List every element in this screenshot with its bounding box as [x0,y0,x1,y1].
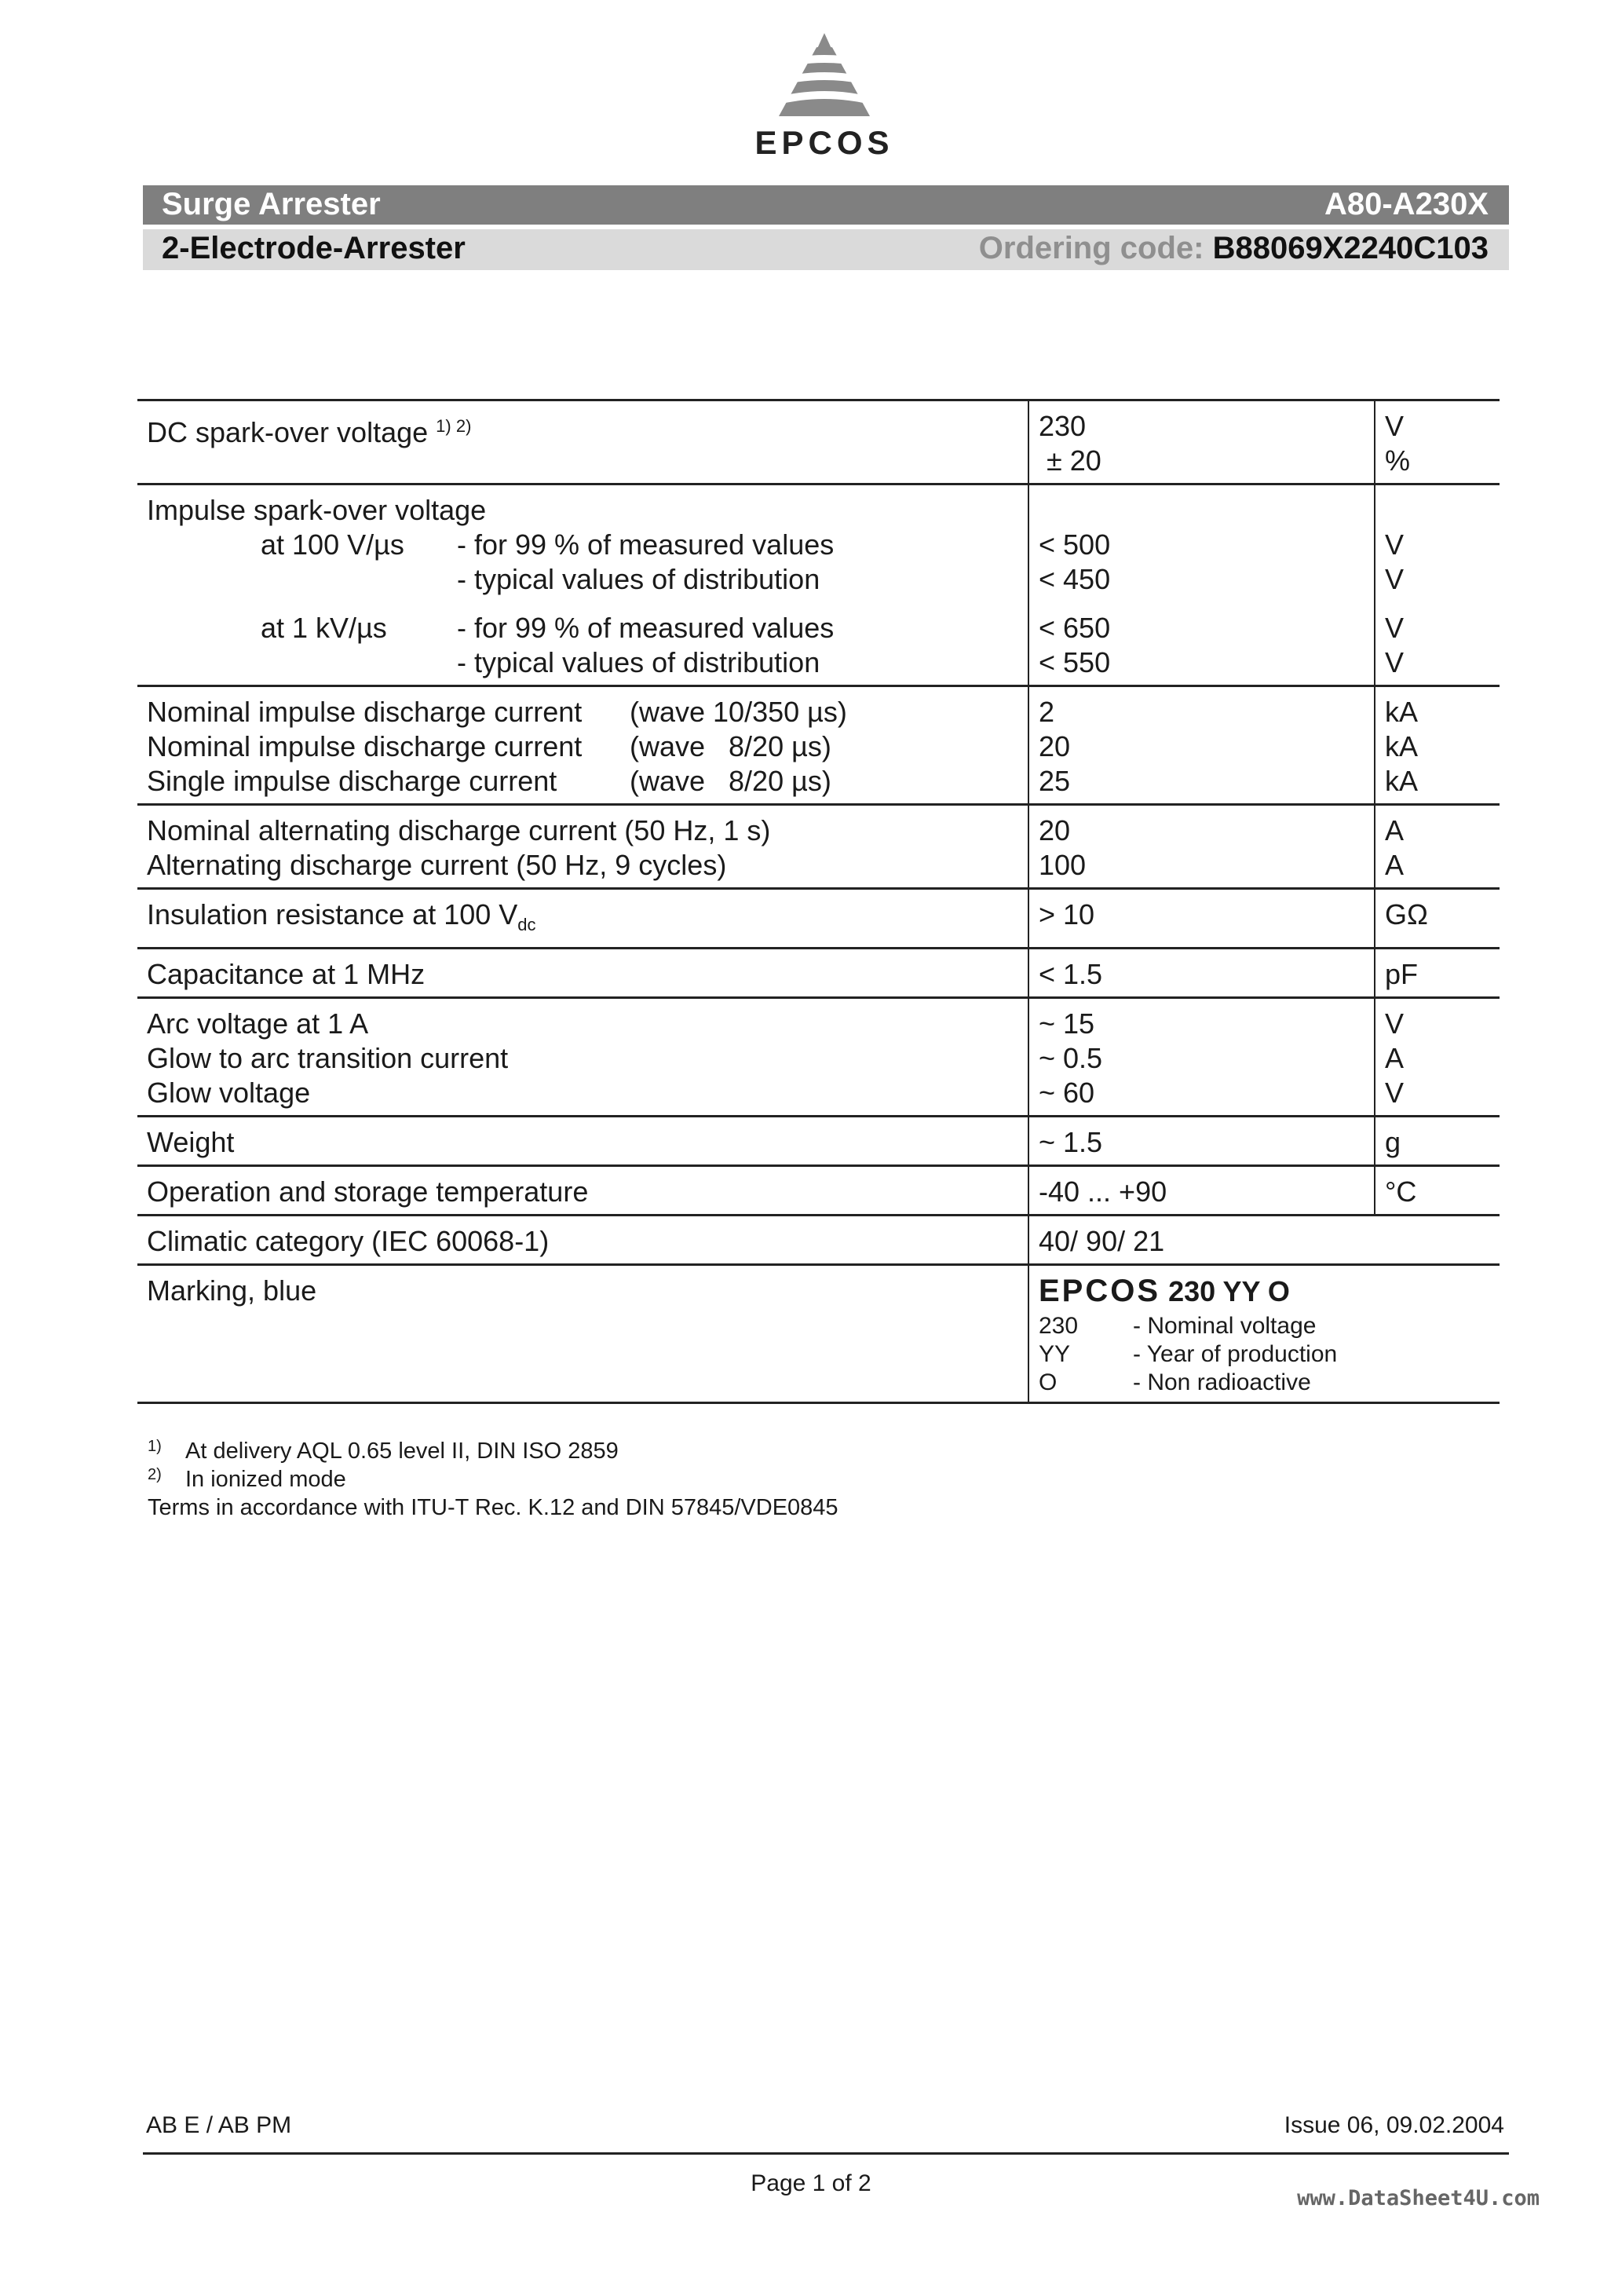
row-marking [137,1265,1500,1403]
insulation-value: > 10 [1028,889,1375,949]
marking-legend [1039,1312,1490,1397]
impulse-rate-2: at 1 kV/µs [261,612,387,644]
weight-value: ~ 1.5 [1028,1117,1375,1166]
alternating-unit-2: A [1385,849,1405,881]
logo-text: EPCOS [754,124,894,161]
climatic-label: Climatic category (IEC 60068-1) [147,1225,550,1258]
part-number: A80-A230X [1324,187,1489,221]
temperature-unit: °C [1375,1166,1500,1216]
footnote-1-text: At delivery AQL 0.65 level II, DIN ISO 2859 [185,1439,619,1464]
alternating-label-1: Nominal alternating discharge current (50 Hz, 1 s) [147,814,771,846]
arc-label-3: Glow voltage [147,1077,311,1110]
footnote-2-marker: 2) [148,1466,162,1483]
discharge-label-3: Single impulse discharge current [147,765,557,797]
impulse-value-4: < 550 [1039,646,1111,678]
dc-spark-tolerance: ± 20 [1047,444,1101,477]
marking-key-3: O [1039,1369,1058,1396]
climatic-value: 40/ 90/ 21 [1028,1216,1500,1265]
footer-issue: Issue 06, 09.02.2004 [1284,2112,1504,2138]
impulse-value-1: < 500 [1039,528,1111,561]
subtitle: 2-Electrode-Arrester [162,231,466,265]
row-weight [137,1117,1500,1166]
impulse-label: Impulse spark-over voltage [147,494,487,526]
marking-key-2: YY [1039,1341,1071,1368]
discharge-unit-3: kA [1385,765,1419,797]
alternating-unit-1: A [1385,814,1405,846]
footnotes [148,1437,838,1522]
capacitance-label: Capacitance at 1 MHz [147,958,426,991]
row-capacitance [137,949,1500,998]
arc-unit-3: V [1385,1077,1405,1110]
dc-spark-unit: V [1385,410,1405,442]
footnote-1 [148,1437,838,1465]
row-insulation [137,889,1500,949]
row-alternating [137,805,1500,889]
row-climatic [137,1216,1500,1265]
arc-value-2: ~ 0.5 [1039,1042,1103,1075]
arc-value-3: ~ 60 [1039,1077,1095,1110]
marking-label: Marking, blue [147,1274,317,1307]
arc-label-1: Arc voltage at 1 A [147,1007,369,1040]
discharge-wave-2: (wave 8/20 µs) [630,730,831,762]
arc-label-2: Glow to arc transition current [147,1042,509,1075]
dc-spark-value: 230 [1039,410,1087,442]
footnote-1-marker: 1) [148,1438,162,1455]
discharge-label-1: Nominal impulse discharge current [147,696,583,728]
discharge-value-3: 25 [1039,765,1071,797]
row-dc-spark [137,400,1500,484]
row-discharge [137,686,1500,805]
insulation-sub: dc [517,915,536,935]
dc-spark-label: DC spark-over voltage [147,416,429,448]
capacitance-value: < 1.5 [1028,949,1375,998]
footnote-2 [148,1465,838,1493]
discharge-label-2: Nominal impulse discharge current [147,730,583,762]
terms-note: Terms in accordance with ITU-T Rec. K.12 and DIN 57845/VDE0845 [148,1495,838,1520]
impulse-unit-2: V [1385,563,1405,595]
marking-desc-1: - Nominal voltage [1133,1313,1317,1340]
temperature-value: -40 ... +90 [1028,1166,1375,1216]
footnote-2-text: In ionized mode [185,1467,346,1492]
impulse-unit-4: V [1385,646,1405,678]
weight-unit: g [1375,1117,1500,1166]
dc-spark-tol-unit: % [1385,444,1411,477]
row-temperature [137,1166,1500,1216]
footer-divider [143,2152,1509,2155]
insulation-unit: GΩ [1375,889,1500,949]
arc-value-1: ~ 15 [1039,1007,1095,1040]
marking-desc-3: - Non radioactive [1133,1369,1311,1396]
impulse-value-2: < 450 [1039,563,1111,595]
discharge-wave-1: (wave 10/350 µs) [630,696,847,728]
row-arc [137,998,1500,1117]
impulse-unit-1: V [1385,528,1405,561]
discharge-unit-1: kA [1385,696,1419,728]
footer-department: AB E / AB PM [146,2112,292,2138]
discharge-value-1: 2 [1039,696,1055,728]
impulse-unit-3: V [1385,612,1405,644]
spec-table [137,399,1500,1404]
epcos-logo [746,31,903,161]
dc-spark-sup: 1) 2) [436,416,472,436]
discharge-value-2: 20 [1039,730,1071,762]
arc-unit-2: A [1385,1042,1405,1075]
impulse-rate-1: at 100 V/µs [261,528,404,561]
ordering-code-value: B88069X2240C103 [1212,231,1489,265]
marking-desc-2: - Year of production [1133,1341,1338,1368]
impulse-line-a2: - for 99 % of measured values [457,612,835,644]
marking-key-1: 230 [1039,1313,1079,1340]
capacitance-unit: pF [1375,949,1500,998]
weight-label: Weight [147,1126,235,1159]
marking-code: 230 YY O [1168,1275,1290,1308]
impulse-line-b2: - typical values of distribution [457,646,820,678]
discharge-wave-3: (wave 8/20 µs) [630,765,831,797]
ordering-label: Ordering code: [978,231,1204,265]
alternating-value-2: 100 [1039,849,1087,881]
temperature-label: Operation and storage temperature [147,1175,589,1208]
header-bar-subtitle [143,229,1509,270]
impulse-value-3: < 650 [1039,612,1111,644]
arc-unit-1: V [1385,1007,1405,1040]
header-bar-title [143,185,1509,225]
discharge-unit-2: kA [1385,730,1419,762]
watermark: www.DataSheet4U.com [1297,2186,1540,2210]
ordering-code [979,231,1489,266]
row-impulse [137,484,1500,686]
logo-mark-icon [769,31,879,122]
page-number: Page 1 of 2 [751,2170,871,2196]
impulse-line-a: - for 99 % of measured values [457,528,835,561]
marking-brand: EPCOS [1039,1274,1161,1309]
insulation-label: Insulation resistance at 100 V [147,898,518,930]
alternating-label-2: Alternating discharge current (50 Hz, 9 cycles) [147,849,727,881]
product-type: Surge Arrester [162,187,381,221]
impulse-line-b: - typical values of distribution [457,563,820,595]
alternating-value-1: 20 [1039,814,1071,846]
